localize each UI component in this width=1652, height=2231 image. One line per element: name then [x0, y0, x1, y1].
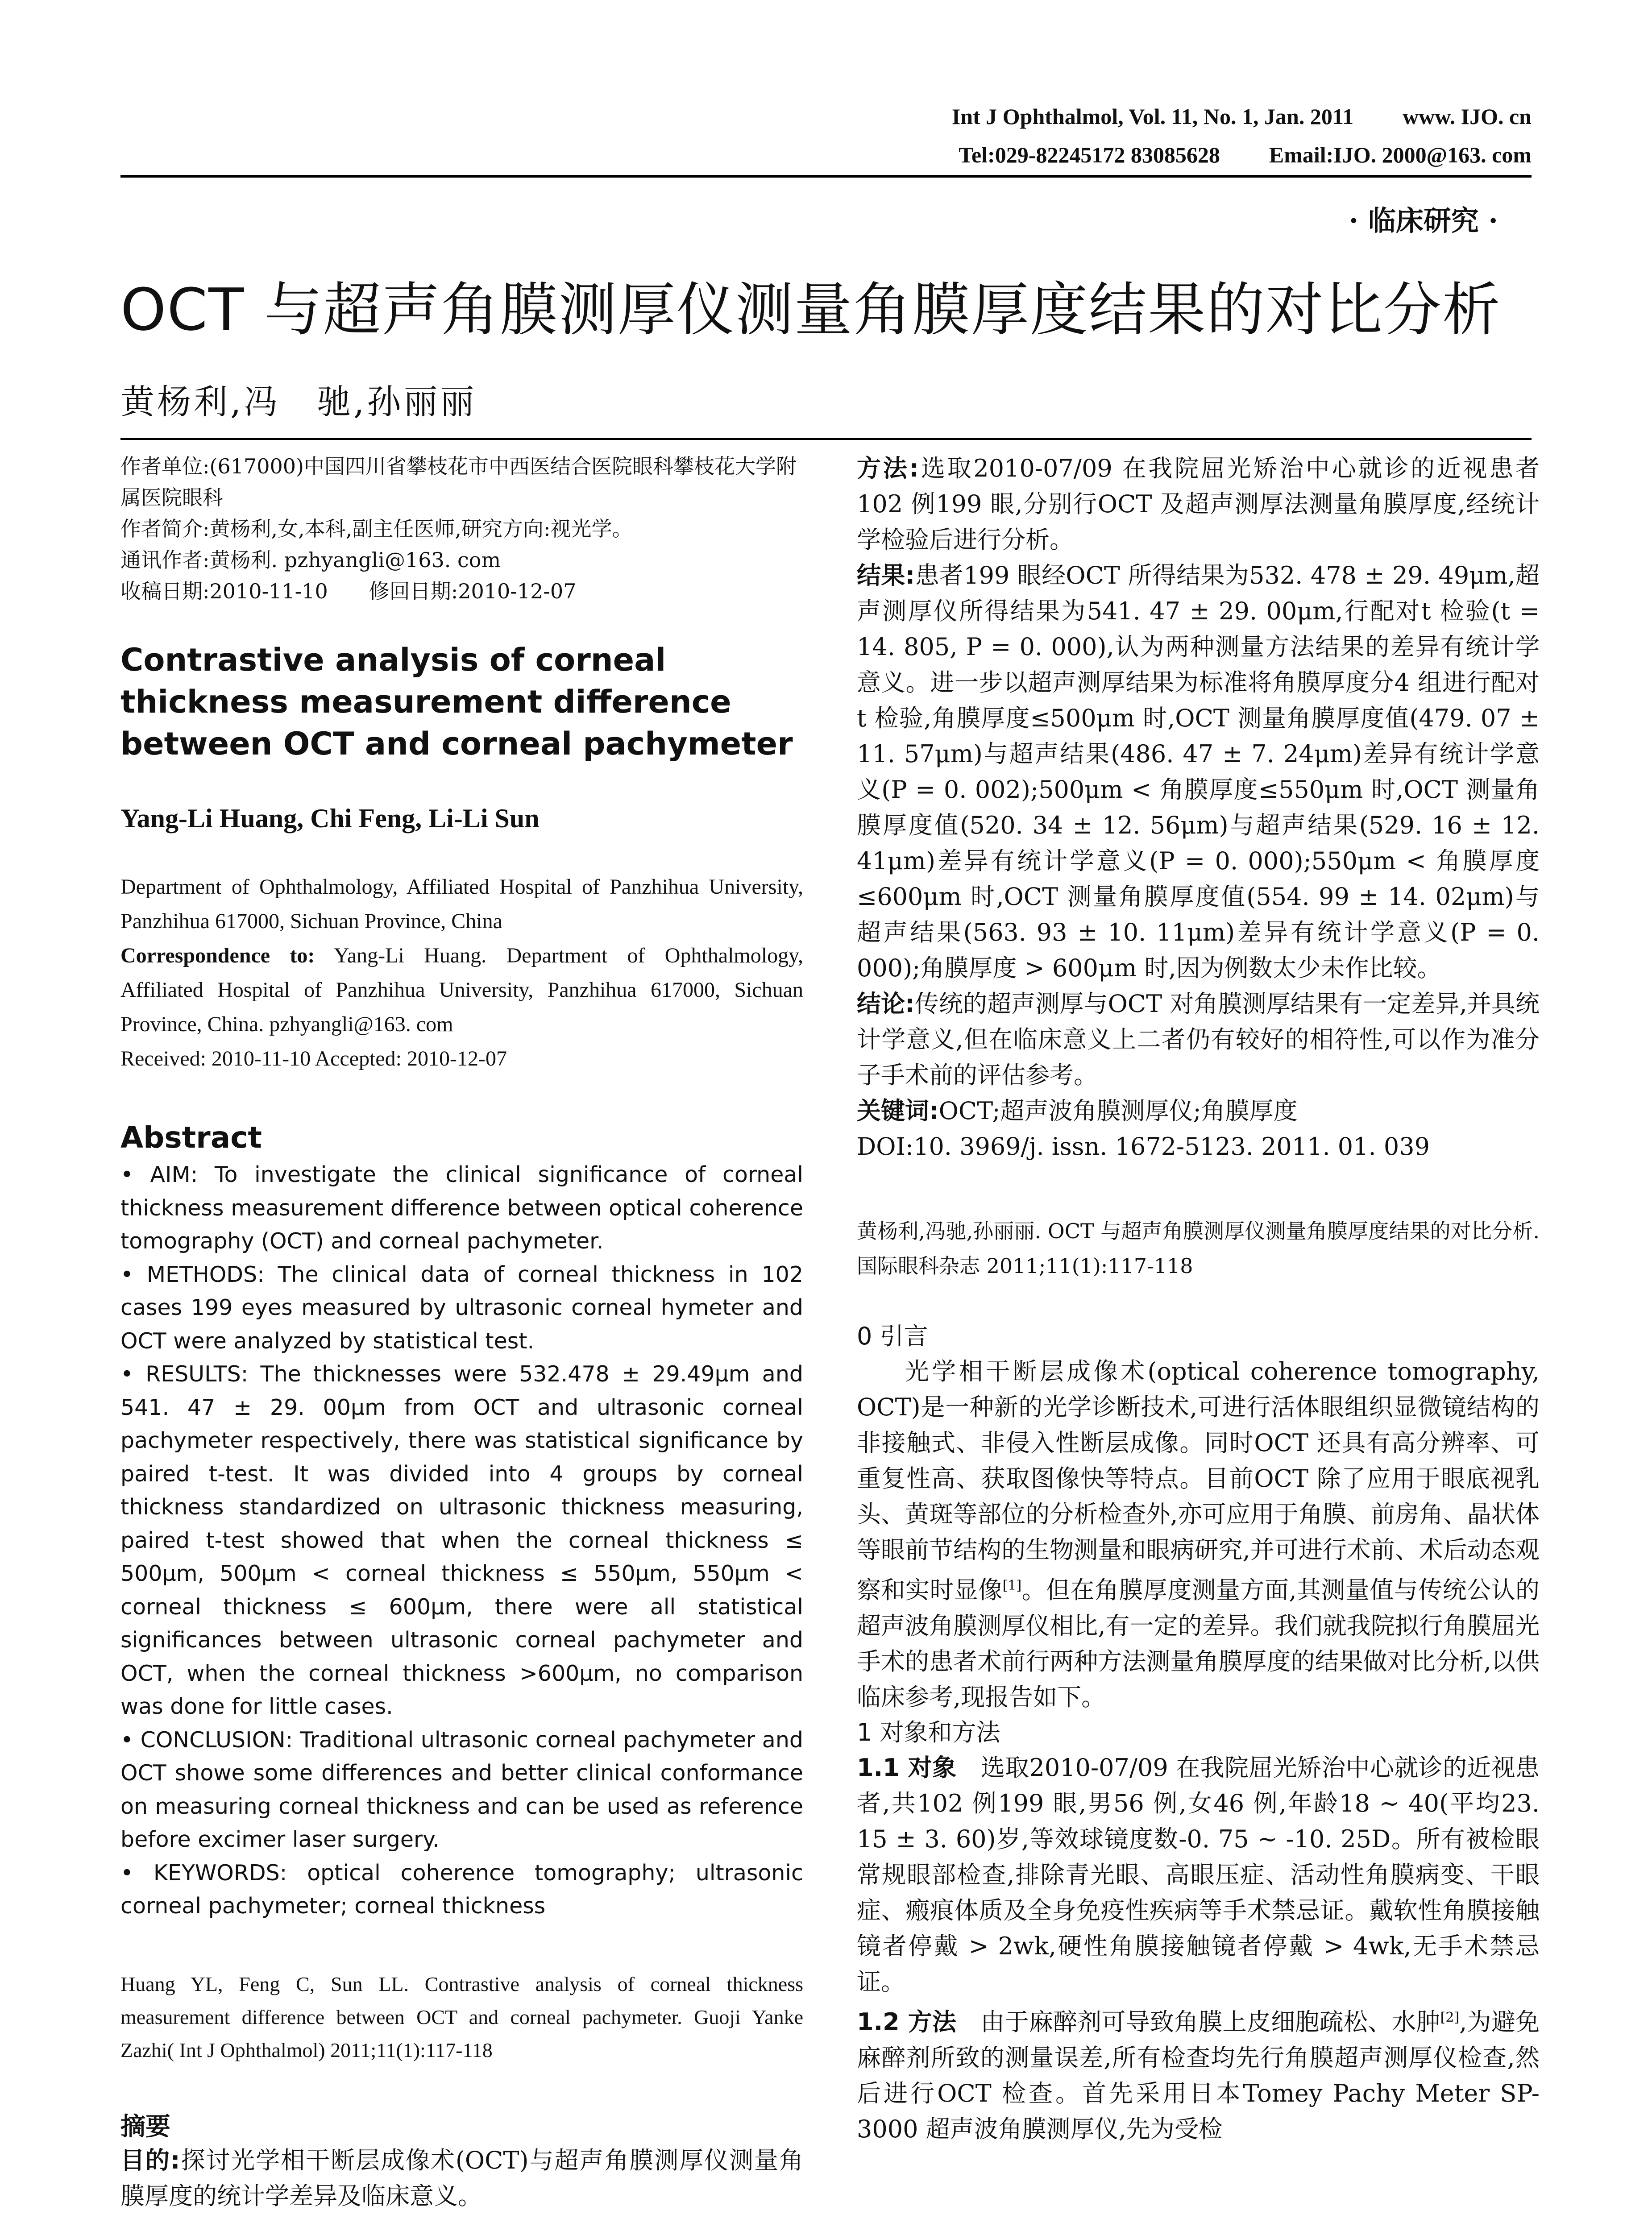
- intro-text: 光学相干断层成像术(optical coherence tomography, OCT)是一种新的光学诊断技术,可进行活体眼组织显微镜结构的非接触式、非侵入性断层成像。同时OCT 还具有高分辨率、可重复性高、获取图像快等特点。目前OCT 除了应用于眼底视乳头、黄斑等部位的分析检查外,亦可应用于角膜、前房角、晶状体等眼前节结构的生物测量和眼病研究,并可进行术前、术后动态观察和实时显像: [857, 1357, 1540, 1604]
- zh-conclusion-label: 结论:: [857, 990, 915, 1018]
- zh-abstract-heading: 摘要: [120, 2112, 170, 2141]
- journal-email: Email:IJO. 2000@163. com: [1269, 142, 1532, 167]
- article-title: OCT 与超声角膜测厚仪测量角膜厚度结果的对比分析: [120, 276, 1501, 344]
- zh-methods-text: 选取2010-07/09 在我院屈光矫治中心就诊的近视患者102 例199 眼,分别行OCT 及超声测厚法测量角膜厚度,经统计学检验后进行分析。: [857, 454, 1540, 554]
- abstract-keywords: • KEYWORDS: optical coherence tomography; ultrasonic corneal pachymeter; corneal thickness: [120, 1860, 803, 1919]
- affiliation-unit: 作者单位:(617000)中国四川省攀枝花市中西医结合医院眼科攀枝花大学附属医院眼科: [120, 454, 797, 510]
- corresponding-author: 通讯作者:黄杨利. pzhyangli@163. com: [120, 548, 501, 572]
- author-profile: 作者简介:黄杨利,女,本科,副主任医师,研究方向:视光学。: [120, 517, 633, 541]
- intro-reference: [1]: [1002, 1578, 1022, 1593]
- zh-aim-text: 探讨光学相干断层成像术(OCT)与超声角膜测厚仪测量角膜厚度的统计学差异及临床意义。: [120, 2146, 803, 2210]
- english-title: Contrastive analysis of corneal thickness measurement difference between OCT and corneal pachymeter: [120, 642, 793, 762]
- abstract-body: [120, 1158, 803, 1923]
- journal-tel: Tel:029-82245172 83085628: [959, 142, 1220, 167]
- method-paragraph: [857, 2000, 1540, 2147]
- english-department: Department of Ophthalmology, Affiliated Hospital of Panzhihua University, Panzhihua 617000, Sichuan Province, China: [120, 875, 803, 933]
- title-rule: [120, 438, 1532, 440]
- left-column: [120, 451, 803, 2214]
- right-column: [857, 451, 1540, 2147]
- english-affiliation: [120, 870, 803, 1076]
- english-authors: Yang-Li Huang, Chi Feng, Li-Li Sun: [120, 804, 540, 833]
- subjects-paragraph: [857, 1750, 1540, 2000]
- method-reference: [2]: [1440, 2010, 1460, 2025]
- zh-abstract-conclusion: [857, 986, 1540, 1093]
- english-received: Received: 2010-11-10 Accepted: 2010-12-07: [120, 1047, 507, 1070]
- header-rule: [120, 175, 1532, 178]
- citation-chinese: 黄杨利,冯驰,孙丽丽. OCT 与超声角膜测厚仪测量角膜厚度结果的对比分析. 国际眼科杂志 2011;11(1):117-118: [857, 1219, 1540, 1278]
- method-text-cont: ,为避免麻醉剂所致的测量误差,所有检查均先行角膜超声测厚仪检查,然后进行OCT 检查。首先采用日本Tomey Pachy Meter SP-3000 超声波角膜测厚仪,先为受检: [857, 2008, 1540, 2143]
- intro-paragraph: [857, 1354, 1540, 1715]
- affiliation-block: [120, 451, 803, 607]
- english-correspondence: [120, 938, 803, 1041]
- subjects-text: 选取2010-07/09 在我院屈光矫治中心就诊的近视患者,共102 例199 眼,男56 例,女46 例,年龄18 ~ 40(平均23. 15 ± 3. 60)岁,等效球镜度数-0. 75 ~ -10. 25D。所有被检眼常规眼部检查,排除青光眼、高眼压症、活动性角膜病变、干眼症、瘢痕体质及全身免疫性疾病等手术禁忌证。戴软性角膜接触镜者停戴 > 2wk,硬性角膜接触镜者停戴 > 4wk,无手术禁忌证。: [857, 1754, 1540, 1996]
- methods-heading: 1 对象和方法: [857, 1718, 1000, 1746]
- zh-keywords-text: OCT;超声波角膜测厚仪;角膜厚度: [938, 1097, 1298, 1125]
- journal-website: www. IJO. cn: [1403, 104, 1532, 129]
- zh-doi: DOI:10. 3969/j. issn. 1672-5123. 2011. 01. 039: [857, 1132, 1430, 1161]
- abstract-results: • RESULTS: The thicknesses were 532.478 ± 29.49μm and 541. 47 ± 29. 00μm from OCT and ultrasonic corneal pachymeter respectively, there was statistical significance by paired t-test. It was divided into 4 groups by corneal thickness standardized on ultrasonic thickness measuring, paired t-test showed that when the corneal thickness ≤ 500μm, 500μm < corneal thickness ≤ 550μm, 550μm < corneal thickness ≤ 600μm, there were all statistical significances between ultrasonic corneal pachymeter and OCT, when the corneal thickness >600μm, no comparison was done for little cases.: [120, 1361, 803, 1719]
- abstract-heading: Abstract: [120, 1120, 262, 1155]
- zh-results-label: 结果:: [857, 561, 915, 589]
- abstract-methods: • METHODS: The clinical data of corneal thickness in 102 cases 199 eyes measured by ultrasonic corneal hymeter and OCT were analyzed by statistical test.: [120, 1261, 803, 1354]
- correspondence-text: Yang-Li Huang. Department of Ophthalmology, Affiliated Hospital of Panzhihua University, Panzhihua 617000, Sichuan Province, China. pzhyangli@163. com: [120, 944, 803, 1036]
- method-text: 由于麻醉剂可导致角膜上皮细胞疏松、水肿: [956, 2008, 1440, 2036]
- section-label: · 临床研究 ·: [1349, 204, 1498, 237]
- journal-header-line1: [952, 104, 1532, 129]
- subjects-label: 1.1 对象: [857, 1754, 957, 1782]
- journal-info: Int J Ophthalmol, Vol. 11, No. 1, Jan. 2011: [951, 104, 1354, 129]
- zh-abstract-results: [857, 558, 1540, 986]
- correspondence-label: Correspondence to:: [120, 944, 315, 967]
- zh-abstract-body: [857, 451, 1540, 1165]
- intro-text-cont: 。但在角膜厚度测量方面,其测量值与传统公认的超声波角膜测厚仪相比,有一定的差异。我们就我院拟行角膜屈光手术的患者术前行两种方法测量角膜厚度的结果做对比分析,以供临床参考,现报告如下。: [857, 1576, 1540, 1711]
- zh-results-text: 患者199 眼经OCT 所得结果为532. 478 ± 29. 49μm,超声测厚仪所得结果为541. 47 ± 29. 00μm,行配对t 检验(t = 14. 805, P = 0. 000),认为两种测量方法结果的差异有统计学意义。进一步以超声测厚结果为标准将角膜厚度分4 组进行配对t 检验,角膜厚度≤500μm 时,OCT 测量角膜厚度值(479. 07 ± 11. 57μm)与超声结果(486. 47 ± 7. 24μm)差异有统计学意义(P = 0. 002);500μm < 角膜厚度≤550μm 时,OCT 测量角膜厚度值(520. 34 ± 12. 56μm)与超声结果(529. 16 ± 12. 41μm)差异有统计学意义(P = 0. 000);550μm < 角膜厚度≤600μm 时,OCT 测量角膜厚度值(554. 99 ± 14. 02μm)与超声结果(563. 93 ± 10. 11μm)差异有统计学意义(P = 0. 000);角膜厚度 > 600μm 时,因为例数太少未作比较。: [857, 561, 1540, 982]
- zh-keywords-label: 关键词:: [857, 1097, 939, 1125]
- zh-abstract-aim: [120, 2143, 803, 2214]
- abstract-aim: • AIM: To investigate the clinical significance of corneal thickness measurement difference between optical coherence tomography (OCT) and corneal pachymeter.: [120, 1162, 803, 1254]
- journal-header-line2: [959, 142, 1532, 168]
- received-dates: 收稿日期:2010-11-10 修回日期:2010-12-07: [120, 579, 577, 603]
- zh-abstract-keywords: [857, 1093, 1540, 1129]
- zh-aim-label: 目的:: [120, 2146, 180, 2174]
- abstract-conclusion: • CONCLUSION: Traditional ultrasonic corneal pachymeter and OCT showe some differences and better clinical conformance on measuring corneal thickness and can be used as reference before excimer laser surgery.: [120, 1727, 803, 1852]
- article-authors: 黄杨利,冯 驰,孙丽丽: [120, 382, 477, 422]
- zh-methods-label: 方法:: [857, 454, 919, 482]
- intro-heading: 0 引言: [857, 1322, 928, 1350]
- method-label: 1.2 方法: [857, 2008, 957, 2036]
- zh-conclusion-text: 传统的超声测厚与OCT 对角膜测厚结果有一定差异,并具统计学意义,但在临床意义上二者仍有较好的相符性,可以作为准分子手术前的评估参考。: [857, 990, 1540, 1089]
- citation-english: Huang YL, Feng C, Sun LL. Contrastive analysis of corneal thickness measurement difference between OCT and corneal pachymeter. Guoji Yanke Zazhi( Int J Ophthalmol) 2011;11(1):117-118: [120, 1972, 803, 2061]
- zh-abstract-methods: [857, 451, 1540, 558]
